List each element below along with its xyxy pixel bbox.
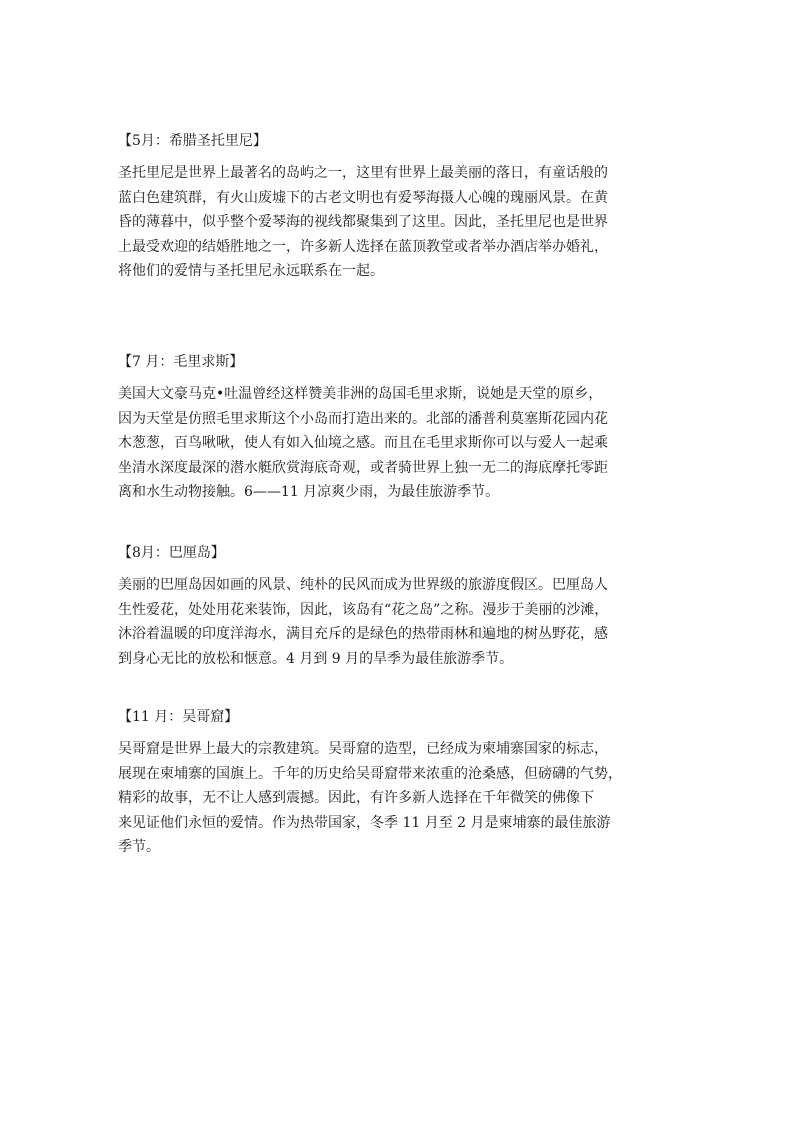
paragraph-line: 上最受欢迎的结婚胜地之一，许多新人选择在蓝顶教堂或者举办酒店举办婚礼，	[118, 238, 608, 255]
section-heading: 【7 月：毛里求斯】	[118, 354, 244, 370]
section-angkor-wat	[118, 707, 684, 860]
paragraph-line: 生性爱花，处处用花来装饰，因此，该岛有“花之岛”之称。漫步于美丽的沙滩，	[118, 601, 609, 618]
section-paragraph	[118, 737, 684, 860]
section-heading: 【8月：巴厘岛】	[118, 545, 225, 561]
paragraph-line: 来见证他们永恒的爱情。作为热带国家，冬季 11 月至 2 月是柬埔寨的最佳旅游	[118, 814, 611, 831]
section-paragraph	[118, 161, 684, 284]
paragraph-line: 因为天堂是仿照毛里求斯这个小岛而打造出来的。北部的潘普利莫塞斯花园内花	[118, 410, 608, 427]
paragraph-line: 美丽的巴厘岛因如画的风景、纯朴的民风而成为世界级的旅游度假区。巴厘岛人	[118, 577, 608, 593]
paragraph-line: 美国大文豪马克•吐温曾经这样赞美非洲的岛国毛里求斯，说她是天堂的原乡，	[118, 386, 603, 402]
paragraph-line: 圣托里尼是世界上最著名的岛屿之一，这里有世界上最美丽的落日，有童话般的	[118, 165, 608, 181]
paragraph-line: 精彩的故事，无不让人感到震撼。因此，有许多新人选择在千年微笑的佛像下	[118, 790, 594, 806]
paragraph-line: 到身心无比的放松和惬意。4 月到 9 月的旱季为最佳旅游季节。	[118, 650, 514, 667]
paragraph-line: 吴哥窟是世界上最大的宗教建筑。吴哥窟的造型，已经成为柬埔寨国家的标志，	[118, 741, 608, 757]
paragraph-line: 昏的薄暮中，似乎整个爱琴海的视线都聚集到了这里。因此，圣托里尼也是世界	[118, 214, 608, 230]
paragraph-line: 展现在柬埔寨的国旗上。千年的历史给吴哥窟带来浓重的沧桑感，但磅礴的气势，	[118, 765, 622, 782]
section-paragraph	[118, 382, 684, 505]
section-mauritius	[118, 352, 684, 505]
paragraph-line: 坐清水深度最深的潜水艇欣赏海底奇观，或者骑世界上独一无二的海底摩托零距	[118, 459, 608, 476]
section-bali	[118, 543, 684, 671]
section-heading: 【5月：希腊圣托里尼】	[118, 133, 267, 149]
paragraph-line: 蓝白色建筑群，有火山废墟下的古老文明也有爱琴海摄人心魄的瑰丽风景。在黄	[118, 189, 608, 206]
section-heading: 【11 月：吴哥窟】	[118, 709, 239, 725]
paragraph-line: 木葱葱，百鸟啾啾，使人有如入仙境之感。而且在毛里求斯你可以与爱人一起乘	[118, 435, 608, 451]
paragraph-line: 将他们的爱情与圣托里尼永远联系在一起。	[118, 263, 384, 279]
paragraph-line: 沐浴着温暖的印度洋海水，满目充斥的是绿色的热带雨林和遍地的树丛野花，感	[118, 626, 608, 642]
paragraph-line: 离和水生动物接触。6——11 月凉爽少雨，为最佳旅游季节。	[118, 484, 500, 500]
paragraph-line: 季节。	[118, 839, 160, 855]
section-paragraph	[118, 573, 684, 671]
section-santorini	[118, 131, 684, 284]
